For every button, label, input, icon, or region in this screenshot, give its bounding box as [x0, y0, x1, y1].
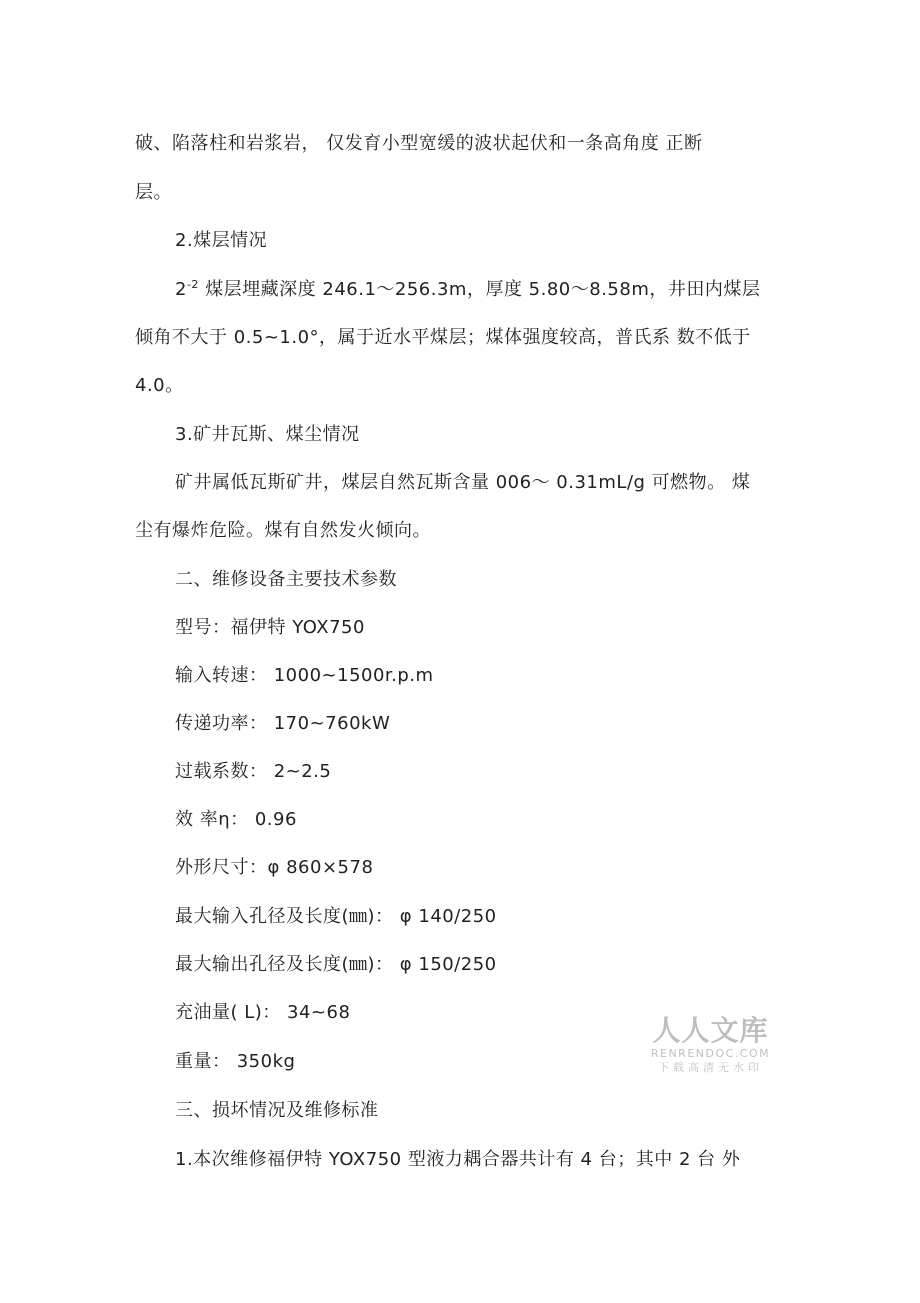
paragraph-line: 1.本次维修福伊特 YOX750 型液力耦合器共计有 4 台；其中 2 台 外 — [175, 1149, 741, 1170]
spec-item: 型号：福伊特 YOX750 — [175, 617, 365, 638]
paragraph-line: 4.0。 — [135, 375, 184, 396]
watermark-domain: RENRENDOC.COM — [650, 1047, 771, 1060]
watermark-subtitle: 下载高清无水印 — [658, 1061, 763, 1074]
section-heading: 三、损坏情况及维修标准 — [175, 1100, 379, 1121]
section-heading: 2.煤层情况 — [175, 230, 268, 251]
spec-item: 重量： 350kg — [175, 1051, 296, 1072]
spec-item: 过载系数： 2~2.5 — [175, 761, 332, 782]
coal-seam-superscript: -2 — [186, 278, 199, 291]
section-heading: 二、维修设备主要技术参数 — [175, 569, 397, 590]
coal-seam-number: 2 — [175, 279, 187, 300]
paragraph-line: 层。 — [135, 182, 172, 203]
section-heading: 3.矿井瓦斯、煤尘情况 — [175, 424, 360, 445]
spec-item: 输入转速： 1000~1500r.p.m — [175, 665, 434, 686]
paragraph-line — [175, 278, 760, 302]
spec-item: 效 率η： 0.96 — [175, 809, 297, 830]
spec-item: 充油量( L)： 34~68 — [175, 1002, 351, 1023]
paragraph-line: 矿井属低瓦斯矿井，煤层自然瓦斯含量 006～ 0.31mL/g 可燃物。 煤 — [175, 472, 751, 493]
spec-item: 最大输入孔径及长度(㎜)： φ 140/250 — [175, 906, 497, 927]
paragraph-line: 尘有爆炸危险。煤有自然发火倾向。 — [135, 520, 431, 541]
spec-item: 最大输出孔径及长度(㎜)： φ 150/250 — [175, 954, 497, 975]
paragraph-text: 煤层埋藏深度 246.1～256.3m，厚度 5.80～8.58m，井田内煤层 — [198, 279, 761, 300]
paragraph-line: 破、陷落柱和岩浆岩， 仅发育小型宽缓的波状起伏和一条高角度 正断 — [135, 133, 703, 154]
paragraph-line: 倾角不大于 0.5~1.0°，属于近水平煤层；煤体强度较高，普氏系 数不低于 — [135, 327, 751, 348]
watermark-title: 人人文库 — [652, 1014, 769, 1047]
spec-item: 外形尺寸：φ 860×578 — [175, 857, 374, 878]
watermark-logo — [648, 1015, 773, 1075]
spec-item: 传递功率： 170~760kW — [175, 713, 391, 734]
